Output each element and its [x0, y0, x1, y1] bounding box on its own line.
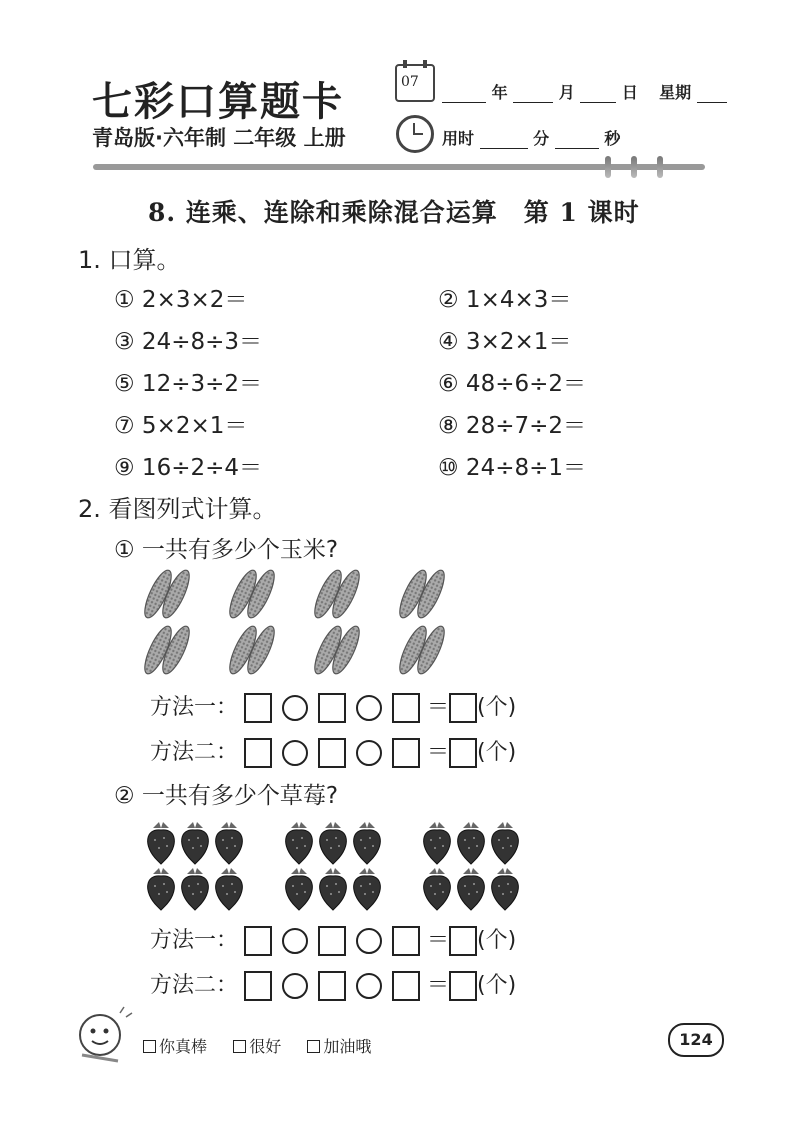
strawberry-group-3 [424, 822, 519, 910]
answer-box[interactable] [318, 971, 346, 1001]
year-label: 年 [491, 83, 508, 102]
operator-circle[interactable] [356, 973, 382, 999]
answer-box[interactable] [392, 926, 420, 956]
result-box[interactable] [449, 971, 477, 1001]
answer-box[interactable] [318, 926, 346, 956]
q1-method-1: 方法一： ＝ (个) [150, 690, 516, 723]
operator-circle[interactable] [282, 928, 308, 954]
result-box[interactable] [449, 926, 477, 956]
checkbox[interactable] [143, 1040, 156, 1053]
corn-group-1 [140, 567, 194, 677]
q1-title: ① 一共有多少个玉米? [114, 537, 339, 563]
answer-box[interactable] [392, 738, 420, 768]
answer-box[interactable] [244, 693, 272, 723]
strawberry-group-2 [286, 822, 381, 910]
unit-label: (个) [477, 740, 517, 765]
problem-4: ④ 3×2×1＝ [438, 329, 572, 355]
unit-label: (个) [477, 695, 517, 720]
binder-rings [605, 156, 683, 182]
answer-box[interactable] [244, 926, 272, 956]
mascot-icon [70, 1005, 136, 1071]
time-label: 用时 [442, 129, 475, 148]
answer-box[interactable] [318, 738, 346, 768]
problem-2: ② 1×4×3＝ [438, 287, 572, 313]
day-label: 日 [621, 83, 638, 102]
q2-method-2: 方法二： ＝ (个) [150, 968, 516, 1001]
answer-box[interactable] [244, 971, 272, 1001]
section1-title: 1. 口算。 [78, 246, 181, 274]
method-label: 方法一： [150, 928, 239, 953]
brand-title: 七彩口算题卡 [92, 78, 344, 125]
edition-label: 青岛版·六年制 二年级 上册 [92, 126, 346, 150]
problem-10: ⑩ 24÷8÷1＝ [438, 455, 587, 481]
clock-icon [396, 115, 434, 153]
operator-circle[interactable] [282, 973, 308, 999]
calendar-icon [395, 64, 435, 102]
rating-options [143, 1034, 371, 1057]
operator-circle[interactable] [282, 740, 308, 766]
rating-good[interactable]: 很好 [233, 1037, 281, 1056]
rating-keep-going[interactable]: 加油哦 [307, 1037, 371, 1056]
rating-great[interactable]: 你真棒 [143, 1037, 207, 1056]
problem-7: ⑦ 5×2×1＝ [114, 413, 248, 439]
corn-illustration [140, 566, 480, 681]
weekday-label: 星期 [659, 83, 692, 102]
calendar-number: 07 [401, 74, 419, 90]
lesson-title: 8. 连乘、连除和乘除混合运算 第 1 课时 [148, 198, 640, 227]
unit-label: (个) [477, 973, 517, 998]
method-label: 方法二： [150, 740, 239, 765]
strawberry-illustration [143, 818, 533, 913]
section2-title: 2. 看图列式计算。 [78, 495, 277, 523]
month-label: 月 [558, 83, 575, 102]
answer-box[interactable] [392, 693, 420, 723]
result-box[interactable] [449, 738, 477, 768]
problem-9: ⑨ 16÷2÷4＝ [114, 455, 263, 481]
problem-1: ① 2×3×2＝ [114, 287, 248, 313]
q2-title: ② 一共有多少个草莓? [114, 783, 339, 809]
operator-circle[interactable] [356, 928, 382, 954]
method-label: 方法一： [150, 695, 239, 720]
corn-group-4 [395, 567, 449, 677]
operator-circle[interactable] [356, 695, 382, 721]
q1-method-2: 方法二： ＝ (个) [150, 735, 516, 768]
checkbox[interactable] [307, 1040, 320, 1053]
answer-box[interactable] [392, 971, 420, 1001]
second-label: 秒 [604, 129, 621, 148]
unit-label: (个) [477, 928, 517, 953]
answer-box[interactable] [244, 738, 272, 768]
problem-6: ⑥ 48÷6÷2＝ [438, 371, 587, 397]
operator-circle[interactable] [282, 695, 308, 721]
method-label: 方法二： [150, 973, 239, 998]
page-number: 124 [668, 1023, 724, 1057]
answer-box[interactable] [318, 693, 346, 723]
checkbox[interactable] [233, 1040, 246, 1053]
q2-method-1: 方法一： ＝ (个) [150, 923, 516, 956]
corn-group-3 [310, 567, 364, 677]
corn-group-2 [225, 567, 279, 677]
strawberry-group-1 [148, 822, 243, 910]
problem-3: ③ 24÷8÷3＝ [114, 329, 263, 355]
problem-8: ⑧ 28÷7÷2＝ [438, 413, 587, 439]
minute-label: 分 [533, 129, 550, 148]
result-box[interactable] [449, 693, 477, 723]
date-fields [442, 80, 727, 103]
problem-5: ⑤ 12÷3÷2＝ [114, 371, 263, 397]
time-fields [442, 126, 620, 149]
operator-circle[interactable] [356, 740, 382, 766]
